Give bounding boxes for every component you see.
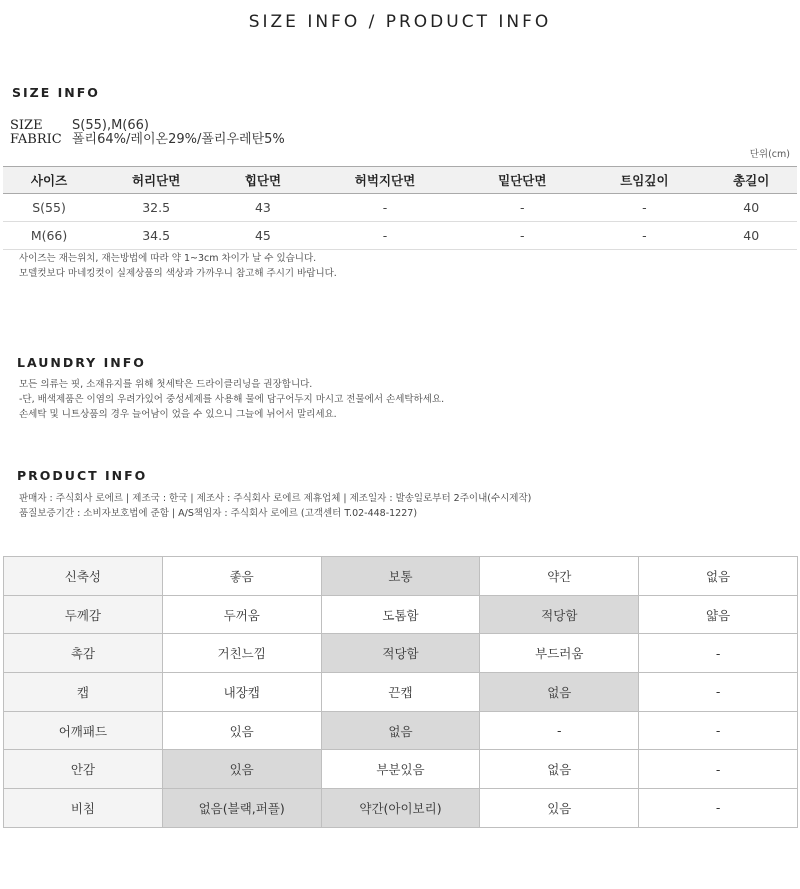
table-cell: - [309,222,462,250]
feature-label: 두께감 [4,595,163,634]
feature-option: 없음 [480,673,639,712]
feature-option: 없음(블랙,퍼플) [162,789,321,828]
feature-option: 보통 [321,557,480,596]
size-table-header [3,167,797,194]
feature-row [4,673,798,712]
table-row [3,194,797,222]
feature-option: 없음 [639,557,798,596]
header-length: 총길이 [705,167,797,194]
table-cell: 40 [705,222,797,250]
feature-label: 캡 [4,673,163,712]
laundry-line: 모든 의류는 핏, 소재유지를 위해 첫세탁은 드라이클리닝을 권장합니다. [19,379,313,390]
table-cell: - [309,194,462,222]
feature-label: 비침 [4,789,163,828]
header-hem: 밑단단면 [461,167,583,194]
table-cell: 40 [705,194,797,222]
feature-option: 부분있음 [321,750,480,789]
feature-option: 도톰함 [321,595,480,634]
feature-row [4,789,798,828]
feature-option: 얇음 [639,595,798,634]
feature-label: 안감 [4,750,163,789]
page-title: SIZE INFO / PRODUCT INFO [248,12,552,32]
product-notes [19,491,531,521]
feature-option: 부드러움 [480,634,639,673]
table-cell: - [461,222,583,250]
table-cell: M(66) [3,222,95,250]
feature-label: 신축성 [4,557,163,596]
table-cell: 34.5 [95,222,217,250]
feature-option: 약간(아이보리) [321,789,480,828]
fabric-spec-row [10,133,285,147]
laundry-line: -단, 배색제품은 이염의 우려가있어 중성세제를 사용해 물에 담구어두지 마시고 전물에서 손세탁하세요. [19,394,445,405]
feature-option: 있음 [162,711,321,750]
feature-row [4,750,798,789]
table-cell: 43 [217,194,309,222]
table-row [3,222,797,250]
feature-option: - [639,711,798,750]
size-notes [19,251,337,281]
header-waist: 허리단면 [95,167,217,194]
feature-option: 약간 [480,557,639,596]
table-cell: 45 [217,222,309,250]
feature-option: 거친느낌 [162,634,321,673]
spec-block [10,119,285,147]
table-cell: 32.5 [95,194,217,222]
header-thigh: 허벅지단면 [309,167,462,194]
table-cell: S(55) [3,194,95,222]
product-line: 판매자 : 주식회사 로에르 | 제조국 : 한국 | 제조사 : 주식회사 로에르 제휴업체 | 제조일자 : 발송일로부터 2주이내(수시제작) [19,493,532,504]
feature-label: 촉감 [4,634,163,673]
fabric-value: 폴리64%/레이온29%/폴리우레탄5% [72,132,285,147]
size-note: 모델컷보다 마네킹컷이 실제상품의 색상과 가까우니 참고해 주시기 바랍니다. [19,268,337,279]
table-cell: - [583,222,705,250]
fabric-label: FABRIC [10,132,62,147]
feature-option: 있음 [162,750,321,789]
feature-option: - [639,673,798,712]
table-cell: - [461,194,583,222]
feature-option: 두꺼움 [162,595,321,634]
feature-option: 없음 [480,750,639,789]
table-cell: - [583,194,705,222]
size-note: 사이즈는 재는위치, 재는방법에 따라 약 1~3cm 차이가 날 수 있습니다. [19,253,317,264]
product-info-title: PRODUCT INFO [17,468,148,483]
header-hip: 힙단면 [217,167,309,194]
feature-option: 있음 [480,789,639,828]
feature-option: - [639,789,798,828]
feature-row [4,557,798,596]
size-label: SIZE [10,118,43,133]
feature-label: 어깨패드 [4,711,163,750]
feature-row [4,634,798,673]
laundry-info-title: LAUNDRY INFO [17,355,146,370]
feature-option: - [480,711,639,750]
feature-option: 적당함 [480,595,639,634]
feature-option: - [639,634,798,673]
product-line: 품질보증기간 : 소비자보호법에 준함 | A/S책임자 : 주식회사 로에르 (고객센터 T.02-448-1227) [19,508,418,519]
header-slit: 트임깊이 [583,167,705,194]
feature-option: - [639,750,798,789]
size-value: S(55),M(66) [72,118,149,133]
feature-table [3,556,798,828]
feature-option: 좋음 [162,557,321,596]
size-table [3,166,797,250]
feature-option: 없음 [321,711,480,750]
feature-row [4,595,798,634]
size-spec-row [10,119,285,133]
size-info-title: SIZE INFO [12,85,100,100]
unit-note: 단위(cm) [749,149,790,160]
feature-option: 적당함 [321,634,480,673]
header-size: 사이즈 [3,167,95,194]
feature-row [4,711,798,750]
laundry-notes [19,377,444,422]
laundry-line: 손세탁 및 니트상품의 경우 늘어남이 었을 수 있으니 그늘에 뉘어서 말리세요. [19,409,337,420]
feature-option: 내장캡 [162,673,321,712]
feature-option: 끈캡 [321,673,480,712]
